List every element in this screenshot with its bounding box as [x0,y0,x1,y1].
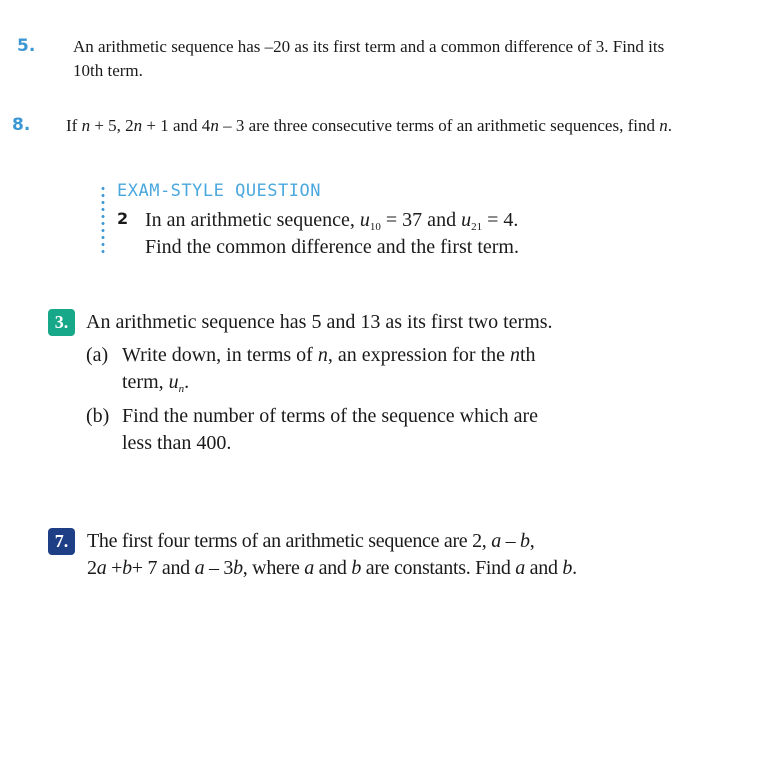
q8-part: . [667,116,672,135]
exam-part: = 37 and [380,209,462,231]
q7-part: . [572,557,577,579]
q7-var: b [351,557,362,579]
q3a-part: term, [122,371,169,393]
exam-line-2: Find the common difference and the first term. [145,236,519,258]
question-8-text [66,114,672,138]
q7-part: , [529,530,535,552]
exam-style-heading: EXAM-STYLE QUESTION [117,181,321,201]
q7-var: b [520,530,530,552]
exam-part: = 4. [482,209,519,231]
exam-question-number: 2 [117,209,129,228]
q8-var: n [81,116,91,135]
q3a-part: Write down, in terms of [122,344,318,366]
q7-part: and [313,557,352,579]
question-3-part-a-line-2 [122,369,189,396]
exam-var-u: u [359,209,370,231]
question-5-line-1: An arithmetic sequence has –20 as its first term and a common difference of 3. Find its [73,37,665,56]
question-5-text [73,35,664,83]
q7-part: , where [242,557,305,579]
q8-var: n [659,116,668,135]
q7-var: a [96,557,107,579]
question-8-number: 8. [12,115,31,135]
exam-var-u: u [461,209,472,231]
q8-part: If [66,116,82,135]
q7-part: – [500,530,520,552]
q3a-var: n [317,344,328,366]
question-7-line-1 [87,528,534,555]
question-3-part-a-line-1 [122,342,536,369]
q7-part: + [106,557,123,579]
q7-part: + 7 and [131,557,195,579]
question-5-line-2: 10th term. [73,61,143,80]
q3a-part: th [520,344,536,366]
q7-var: a [491,530,501,552]
q8-part: + 5, 2 [90,116,134,135]
q7-var: a [304,557,314,579]
exam-subscript: 21 [471,221,483,233]
exam-dotted-rule [101,185,105,257]
exam-line-1 [145,207,519,234]
q7-part: – 3 [204,557,234,579]
question-3-part-b-label: (b) [86,405,110,427]
q7-var: b [233,557,243,579]
q7-part: The first four terms of an arithmetic sequence are 2, [87,530,492,552]
exam-part: In an arithmetic sequence, [145,209,360,231]
exam-question-text [145,207,519,261]
question-5-number: 5. [17,36,36,56]
q7-part: 2 [87,557,97,579]
q7-part: are constants. Find [361,557,516,579]
q7-part: and [524,557,563,579]
q3a-part: . [184,371,190,393]
q3a-var: u [168,371,179,393]
question-3-number-badge: 3. [48,309,75,336]
q8-var: n [133,116,143,135]
q8-part: – 3 are three consecutive terms of an arithmetic sequences, find [218,116,660,135]
question-3-stem: An arithmetic sequence has 5 and 13 as its first two terms. [86,311,553,333]
q3a-part: , an expression for the [327,344,510,366]
question-3-part-a-label: (a) [86,344,109,366]
q8-var: n [210,116,219,135]
q3a-subscript: n [178,383,185,395]
q7-var: b [562,557,573,579]
q7-var: a [515,557,525,579]
q7-var: b [122,557,132,579]
question-7-line-2 [87,555,577,582]
q7-var: a [194,557,205,579]
question-3-part-b-line-2: less than 400. [122,432,232,454]
q3a-var: n [510,344,520,366]
question-3-part-b-line-1: Find the number of terms of the sequence which are [122,405,538,427]
q8-part: + 1 and 4 [142,116,211,135]
exam-subscript: 10 [369,221,381,233]
question-7-number-badge: 7. [48,528,75,555]
